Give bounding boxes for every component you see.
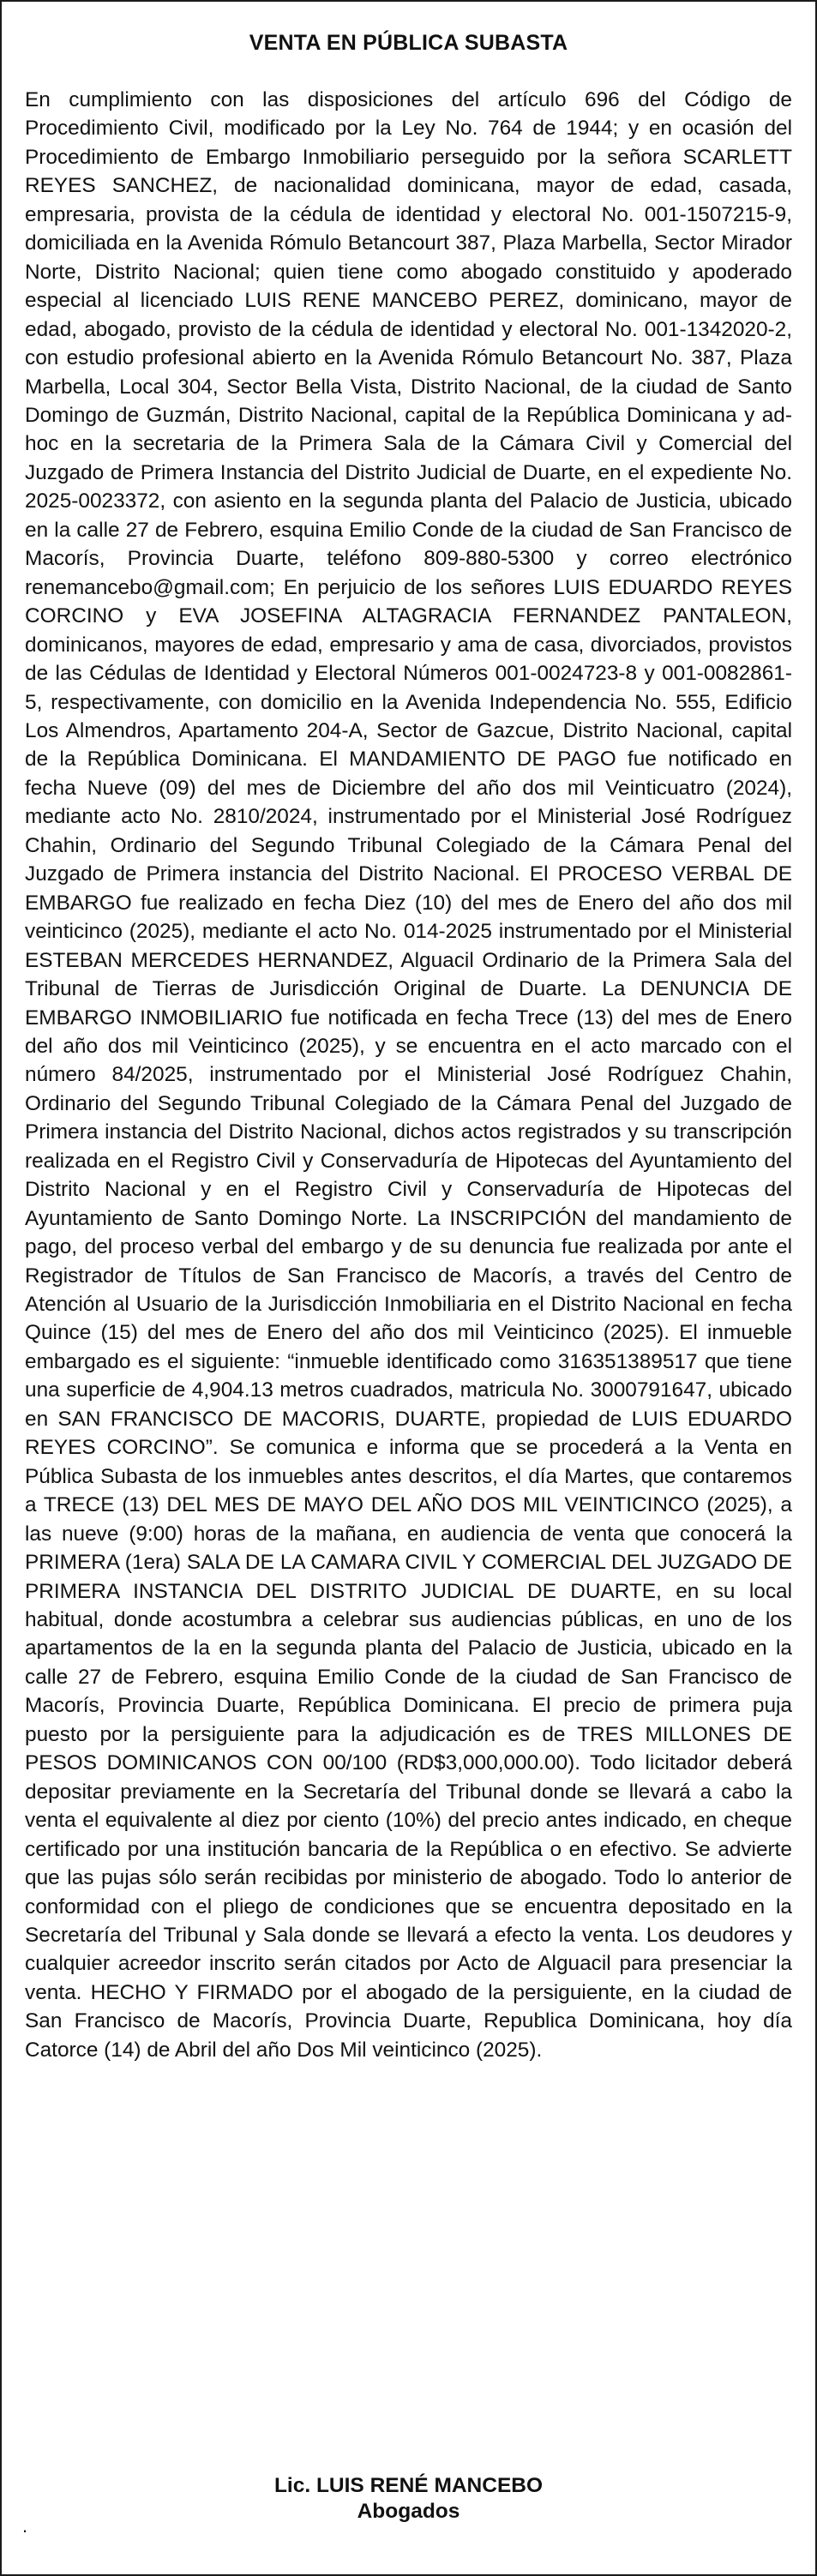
footer-mark: . (22, 2515, 28, 2537)
notice-body: En cumplimiento con las disposiciones del artículo 696 del Código de Procedimiento Civil, modificado por la Ley No. 764 de 1944; y en ocasión del Procedimiento de Embargo Inmobiliario perseguido por la señora SCARLETT REYES SANCHEZ, de nacionalidad dominicana, mayor de edad, casada, empresaria, provista de la cédula de identidad y electoral No. 001-1507215-9, domiciliada en la Avenida Rómulo Betancourt 387, Plaza Marbella, Sector Mirador Norte, Distrito Nacional; quien tiene como abogado constituido y apoderado especial al licenciado LUIS RENE MANCEBO PEREZ, dominicano, mayor de edad, abogado, provisto de la cédula de identidad y electoral No. 001-1342020-2, con estudio profesional abierto en la Avenida Rómulo Betancourt No. 387, Plaza Marbella, Local 304, Sector Bella Vista, Distrito Nacional, de la ciudad de Santo Domingo de Guzmán, Distrito Nacional, capital de la República Dominicana y ad-hoc en la secretaria de la Primera Sala de la Cámara Civil y Comercial del Juzgado de Primera Instancia del Distrito Judicial de Duarte, en el expediente No. 2025-0023372, con asiento en la segunda planta del Palacio de Justicia, ubicado en la calle 27 de Febrero, esquina Emilio Conde de la ciudad de San Francisco de Macorís, Provincia Duarte, teléfono 809-880-5300 y correo electrónico renemancebo@gmail.com; En perjuicio de los señores LUIS EDUARDO REYES CORCINO y EVA JOSEFINA ALTAGRACIA FERNANDEZ PANTALEON, dominicanos, mayores de edad, empresario y ama de casa, divorciados, provistos de las Cédulas de Identidad y Electoral Números 001-0024723-8 y 001-0082861-5, respectivamente, con domicilio en la Avenida Independencia No. 555, Edificio Los Almendros, Apartamento 204-A, Sector de Gazcue, Distrito Nacional, capital de la República Dominicana. El MANDAMIENTO DE PAGO fue notificado en fecha Nueve (09) del mes de Diciembre del año dos mil Veinticuatro (2024), mediante acto No. 2810/2024, instrumentado por el Ministerial José Rodríguez Chahin, Ordinario del Segundo Tribunal Colegiado de la Cámara Penal del Juzgado de Primera instancia del Distrito Nacional. El PROCESO VERBAL DE EMBARGO fue realizado en fecha Diez (10) del mes de Enero del año dos mil veinticinco (2025), mediante el acto No. 014-2025 instrumentado por el Ministerial ESTEBAN MERCEDES HERNANDEZ, Alguacil Ordinario de la Primera Sala del Tribunal de Tierras de Jurisdicción Original de Duarte. La DENUNCIA DE EMBARGO INMOBILIARIO fue notificada en fecha Trece (13) del mes de Enero del año dos mil Veinticinco (2025), y se encuentra en el acto marcado con el número 84/2025, instrumentado por el Ministerial José Rodríguez Chahin, Ordinario del Segundo Tribunal Colegiado de la Cámara Penal del Juzgado de Primera instancia del Distrito Nacional, dichos actos registrados y su transcripción realizada en el Registro Civil y Conservaduría de Hipotecas del Ayuntamiento del Distrito Nacional y en el Registro Civil y Conservaduría de Hipotecas del Ayuntamiento de Santo Domingo Norte. La INSCRIPCIÓN del mandamiento de pago, del proceso verbal del embargo y de su denuncia fue realizada por ante el Registrador de Títulos de San Francisco de Macorís, a través del Centro de Atención al Usuario de la Jurisdicción Inmobiliaria en el Distrito Nacional en fecha Quince (15) del mes de Enero del año dos mil Veinticinco (2025). El inmueble embargado es el siguiente: “inmueble identificado como 316351389517 que tiene una superficie de 4,904.13 metros cuadrados, matricula No. 3000791647, ubicado en SAN FRANCISCO DE MACORIS, DUARTE, propiedad de LUIS EDUARDO REYES CORCINO”. Se comunica e informa que se procederá a la Venta en Pública Subasta de los inmuebles antes descritos, el día Martes, que contaremos a TRECE (13) DEL MES DE MAYO DEL AÑO DOS MIL VEINTICINCO (2025), a las nueve (9:00) horas de la mañana, en audiencia de venta que conocerá la PRIMERA (1era) SALA DE LA CAMARA CIVIL Y COMERCIAL DEL JUZGADO DE PRIMERA INSTANCIA DEL DISTRITO JUDICIAL DE DUARTE, en su local habitual, donde acostumbra a celebrar sus audiencias públicas, en uno de los apartamentos de la en la segunda planta del Palacio de Justicia, ubicado en la calle 27 de Febrero, esquina Emilio Conde de la ciudad de San Francisco de Macorís, Provincia Duarte, República Dominicana. El precio de primera puja puesto por la persiguiente para la adjudicación es de TRES MILLONES DE PESOS DOMINICANOS CON 00/100 (RD$3,000,000.00). Todo licitador deberá depositar previamente en la Secretaría del Tribunal donde se llevará a cabo la venta el equivalente al diez por ciento (10%) del precio antes indicado, en cheque certificado por una institución bancaria de la República o en efectivo. Se advierte que las pujas sólo serán recibidas por ministerio de abogado. Todo lo anterior de conformidad con el pliego de condiciones que se encuentra depositado en la Secretaría del Tribunal y Sala donde se llevará a efecto la venta. Los deudores y cualquier acreedor inscrito serán citados por Acto de Alguacil para presenciar la venta. HECHO Y FIRMADO por el abogado de la persiguiente, en la ciudad de San Francisco de Macorís, Provincia Duarte, Republica Dominicana, hoy día Catorce (14) de Abril del año Dos Mil veinticinco (2025). (25, 88, 792, 2062)
signature-name: Lic. LUIS RENÉ MANCEBO (273, 2474, 544, 2497)
signature-role: Abogados (357, 2500, 460, 2523)
signature-block (2, 2473, 815, 2525)
notice-title: VENTA EN PÚBLICA SUBASTA (249, 31, 568, 55)
